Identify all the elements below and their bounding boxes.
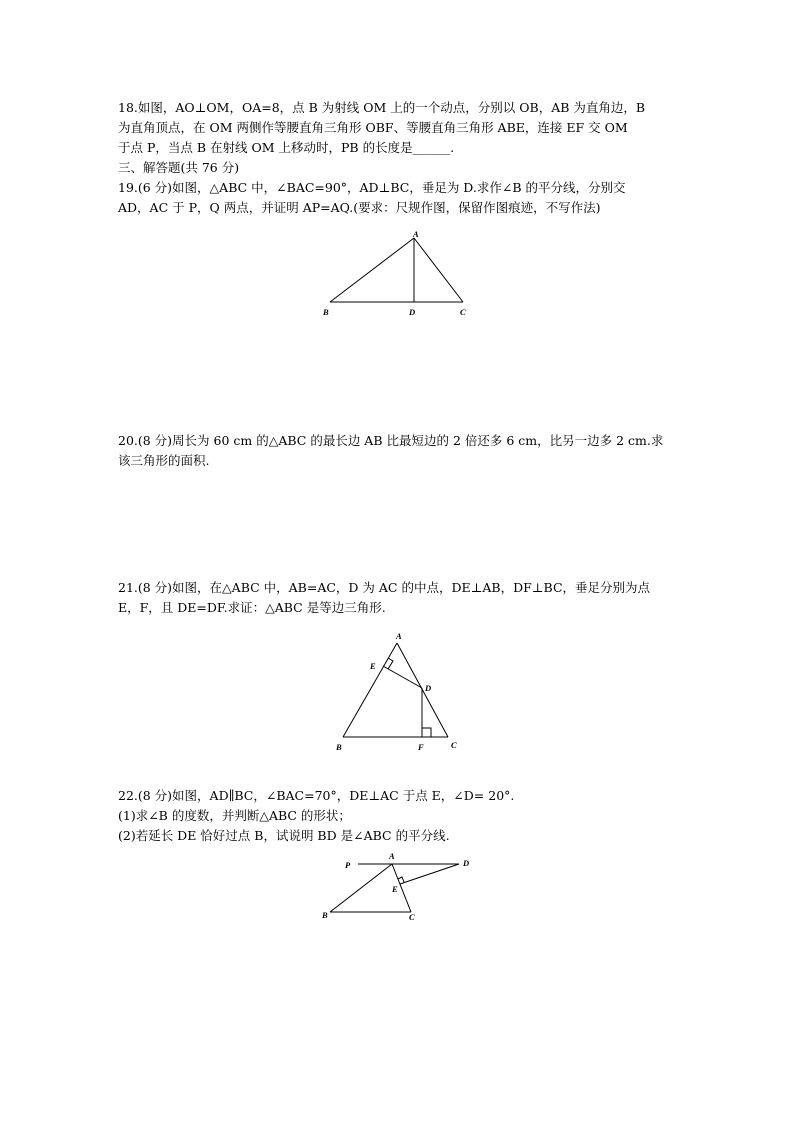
- q19-label-b: B: [323, 307, 329, 317]
- q22-label-d: D: [463, 858, 470, 868]
- q22-segment-de: [400, 864, 459, 884]
- q21-segment-de: [383, 666, 422, 688]
- q21-label-b: B: [336, 742, 342, 752]
- q21-label-a: A: [396, 631, 402, 641]
- q18-line-3: 于点 P，当点 B 在射线 OM 上移动时，PB 的长度是______.: [118, 140, 455, 155]
- q22-label-p: P: [345, 860, 351, 870]
- q19-line-2: AD，AC 于 P，Q 两点，并证明 AP=AQ.(要求：尺规作图，保留作图痕迹，不写作法): [118, 200, 601, 215]
- q21-label-e: E: [370, 661, 376, 671]
- q21-label-f: F: [418, 742, 424, 752]
- q20-line-1: 20.(8 分)周长为 60 cm 的△ABC 的最长边 AB 比最短边的 2 倍还多 6 cm，比另一边多 2 cm.求: [118, 433, 664, 448]
- q22-label-e: E: [392, 884, 398, 894]
- q18-line-1: 18.如图，AO⊥OM，OA=8，点 B 为射线 OM 上的一个动点，分别以 OB，AB 为直角边，B: [118, 100, 646, 115]
- q22-right-angle-e: [398, 877, 404, 882]
- q19-side-ab: [330, 238, 414, 302]
- q19-line-1: 19.(6 分)如图，△ABC 中，∠BAC=90°，AD⊥BC，垂足为 D.求作∠B 的平分线，分别交: [118, 180, 626, 195]
- q22-side-ab: [330, 864, 392, 912]
- q21-label-d: D: [425, 683, 432, 693]
- q22-line-1: 22.(8 分)如图，AD∥BC，∠BAC=70°，DE⊥AC 于点 E，∠D= 20°.: [118, 788, 515, 803]
- q22-label-a: A: [389, 851, 395, 861]
- q20-line-2: 该三角形的面积.: [118, 453, 210, 468]
- q19-label-a: A: [413, 229, 419, 239]
- q19-side-ac: [414, 238, 463, 302]
- q21-line-1: 21.(8 分)如图，在△ABC 中，AB=AC，D 为 AC 的中点，DE⊥AB，DF⊥BC，垂足分别为点: [118, 580, 651, 595]
- q21-right-angle-f: [422, 728, 431, 737]
- q22-line-2: (1)求∠B 的度数，并判断△ABC 的形状；: [118, 808, 351, 823]
- q21-label-c: C: [451, 740, 457, 750]
- section-heading: 三、解答题(共 76 分): [118, 160, 240, 175]
- q21-side-ac: [397, 643, 448, 737]
- q19-label-d: D: [409, 307, 416, 317]
- q19-label-c: C: [460, 307, 466, 317]
- q22-label-b: B: [322, 910, 328, 920]
- q18-line-2: 为直角顶点，在 OM 两侧作等腰直角三角形 OBF、等腰直角三角形 ABE，连接 EF 交 OM: [118, 120, 628, 135]
- q21-line-2: E，F，且 DE=DF.求证：△ABC 是等边三角形.: [118, 600, 386, 615]
- q21-side-ab: [343, 643, 397, 737]
- q22-side-ac: [392, 864, 411, 912]
- q22-label-c: C: [409, 912, 415, 922]
- q21-right-angle-e: [388, 658, 393, 669]
- q22-line-3: (2)若延长 DE 恰好过点 B，试说明 BD 是∠ABC 的平分线.: [118, 828, 450, 843]
